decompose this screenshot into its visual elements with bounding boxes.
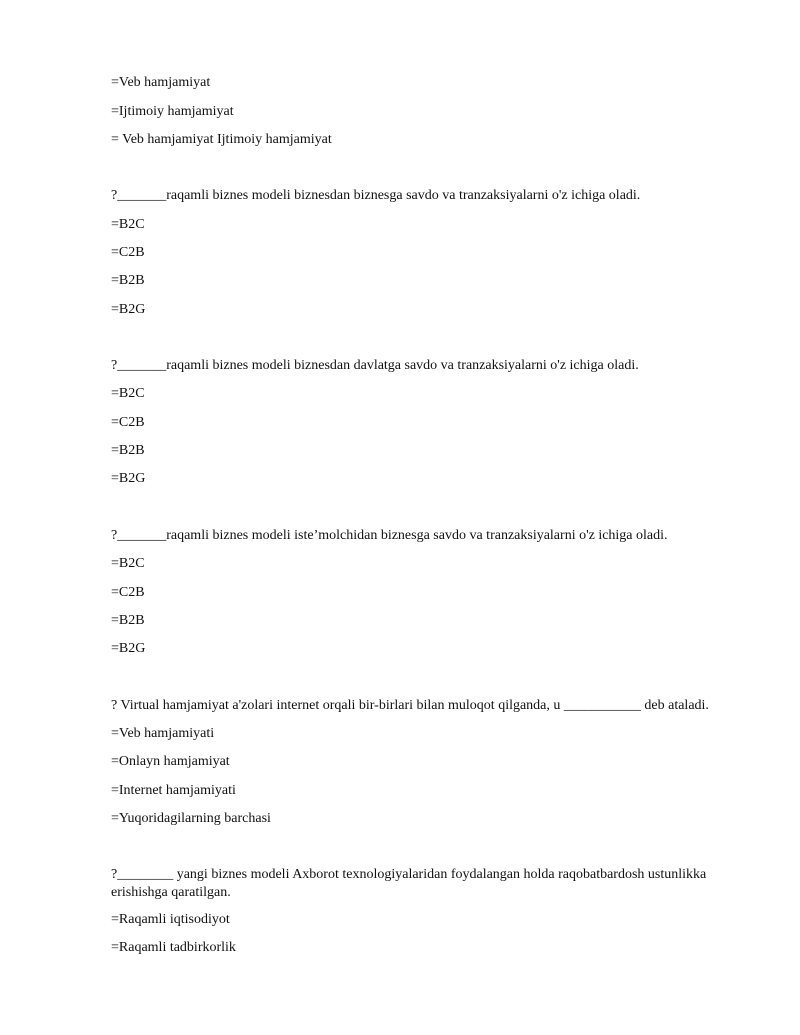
question-text: ? Virtual hamjamiyat a'zolari internet orqali bir-birlari bilan muloqot qilganda, u ___________ deb ataladi.: [111, 698, 709, 713]
option-text: =B2B: [111, 273, 145, 288]
option-text: =Veb hamjamiyati: [111, 726, 215, 741]
question-text: ?_______raqamli biznes modeli iste’molchidan biznesga savdo va tranzaksiyalarni o'z ichiga oladi.: [111, 528, 668, 543]
option-text: =B2G: [111, 471, 146, 486]
option-text: =C2B: [111, 415, 145, 430]
option-text: =B2C: [111, 556, 145, 571]
option-text: =B2B: [111, 443, 145, 458]
option-text: =C2B: [111, 585, 145, 600]
option-text: =B2G: [111, 302, 146, 317]
option-text: =C2B: [111, 245, 145, 260]
option-text: =Yuqoridagilarning barchasi: [111, 811, 271, 826]
question-text: ?________ yangi biznes modeli Axborot texnologiyalaridan foydalangan holda raqobatbardosh ustunlikka erishishga qaratilgan.: [111, 867, 707, 900]
option-text: =B2C: [111, 386, 145, 401]
question-text: ?_______raqamli biznes modeli biznesdan biznesga savdo va tranzaksiyalarni o'z ichiga oladi.: [111, 188, 641, 203]
option-text: =Raqamli iqtisodiyot: [111, 912, 230, 927]
option-text: =Veb hamjamiyat: [111, 75, 211, 90]
option-text: =Internet hamjamiyati: [111, 783, 236, 798]
option-text: =Raqamli tadbirkorlik: [111, 940, 236, 955]
question-text: ?_______raqamli biznes modeli biznesdan davlatga savdo va tranzaksiyalarni o'z ichiga oladi.: [111, 358, 639, 373]
option-text: = Veb hamjamiyat Ijtimoiy hamjamiyat: [111, 132, 332, 147]
option-text: =Ijtimoiy hamjamiyat: [111, 104, 234, 119]
option-text: =B2G: [111, 641, 146, 656]
option-text: =B2C: [111, 217, 145, 232]
option-text: =B2B: [111, 613, 145, 628]
option-text: =Onlayn hamjamiyat: [111, 754, 230, 769]
